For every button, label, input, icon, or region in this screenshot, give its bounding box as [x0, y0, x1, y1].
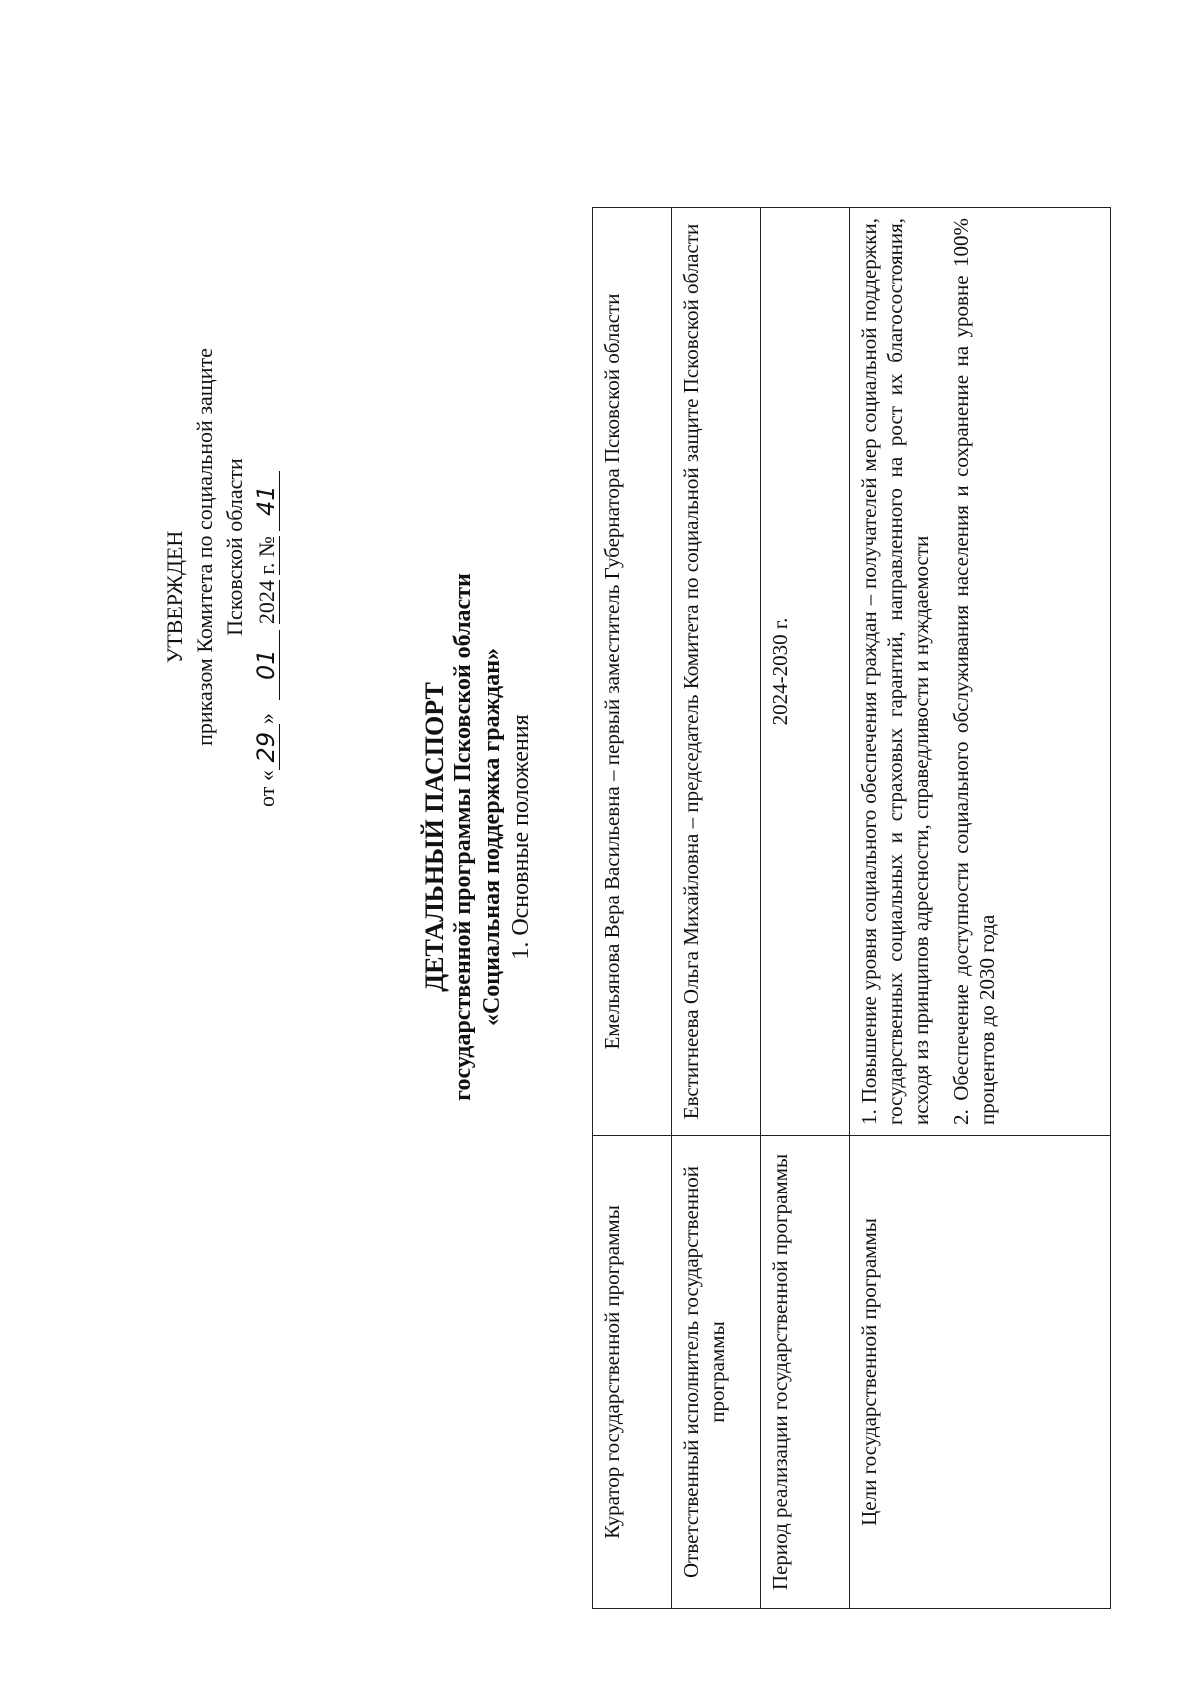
goal-item-1: 1. Повышение уровня социального обеспечения граждан – получателей мер социальной поддержки, государственных социальных и страховых гарантий, направленного на рост их благосостояния, исходя из принципов адресности, справедливости и нуждаемости — [857, 218, 933, 1125]
date-year: 2024 — [254, 580, 279, 625]
document-subtitle: государственной программы Псковской области — [450, 573, 476, 1101]
row-label-curator: Куратор государственной программы — [593, 1136, 672, 1609]
approval-line-2: Псковской области — [222, 458, 247, 636]
row-value-goals — [850, 208, 1111, 1136]
approval-line-1: приказом Комитета по социальной защите — [192, 348, 217, 746]
handwritten-day: 29 — [253, 724, 280, 770]
goal-item-2: 2. Обеспечение доступности социального обслуживания населения и сохранение на уровне 100% процентов до 2030 года — [949, 218, 999, 1125]
approval-block — [160, 247, 282, 807]
section-title: 1. Основные положения — [508, 714, 534, 960]
table-row — [593, 208, 672, 1609]
date-prefix: от « — [254, 770, 279, 807]
date-mid: » — [254, 713, 279, 725]
row-label-executor: Ответственный исполнитель государственной программы — [672, 1136, 761, 1609]
date-year-suffix: г. № — [254, 536, 279, 575]
passport-table — [592, 207, 1111, 1609]
handwritten-month: 01 — [253, 630, 280, 700]
row-label-goals: Цели государственной программы — [850, 1136, 1111, 1609]
row-value-curator: Емельянова Вера Васильевна – первый заместитель Губернатора Псковской области — [593, 208, 672, 1136]
table-row — [672, 208, 761, 1609]
table-row — [850, 208, 1111, 1609]
table-row — [761, 208, 850, 1609]
row-label-period: Период реализации государственной программы — [761, 1136, 850, 1609]
row-value-executor: Евстигнеева Ольга Михайловна – председатель Комитета по социальной защите Псковской области — [672, 208, 761, 1136]
approval-title: УТВЕРЖДЕН — [162, 530, 187, 664]
document-heading — [420, 277, 536, 1397]
program-name: «Социальная поддержка граждан» — [479, 647, 505, 1027]
row-value-period: 2024-2030 г. — [761, 208, 850, 1136]
approval-date-line — [252, 247, 282, 807]
handwritten-order-number: 41 — [253, 471, 280, 531]
document-title: ДЕТАЛЬНЫЙ ПАСПОРТ — [420, 682, 449, 992]
